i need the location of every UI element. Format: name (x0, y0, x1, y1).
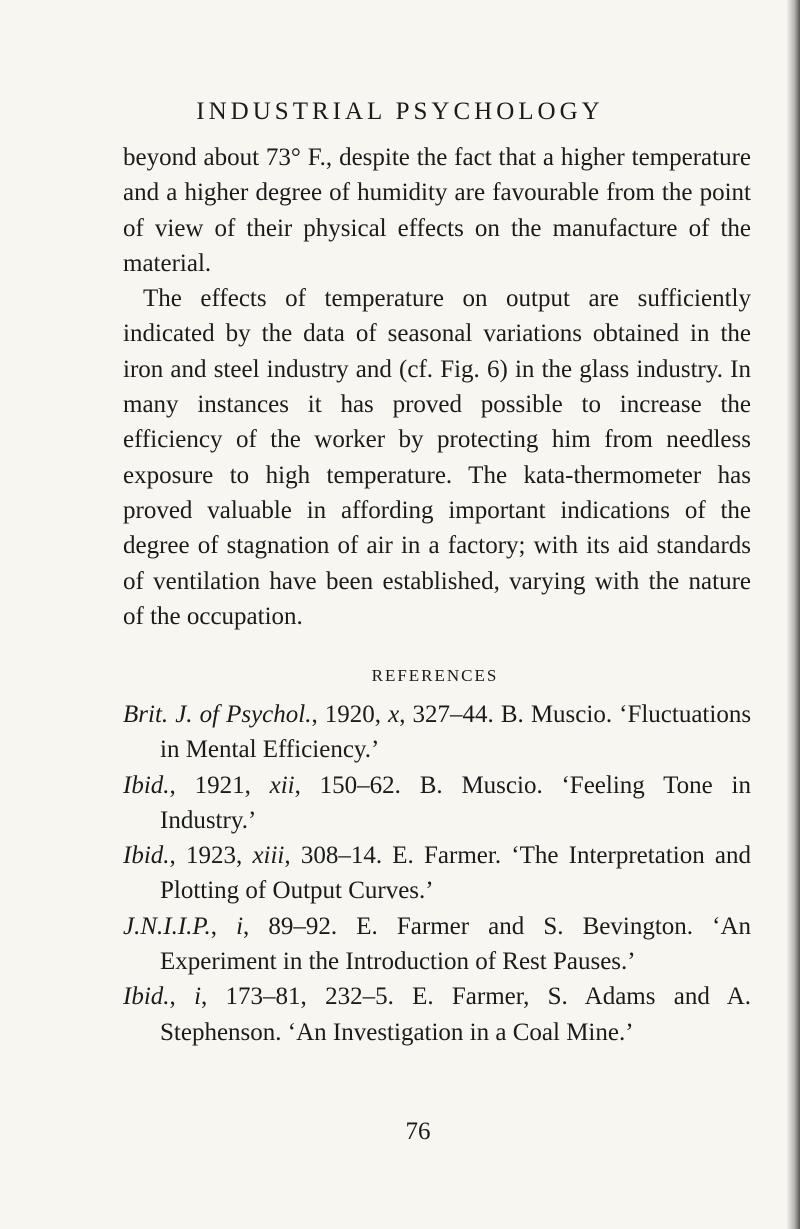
reference-year: 1923, (185, 842, 243, 870)
reference-source: Ibid. (123, 771, 170, 799)
reference-volume: i (236, 912, 244, 940)
reference-item-4: J.N.I.I.P., i, 89–92. E. Farmer and S. Bevington. ‘An Experiment in the Introduction of Rest Pauses.’ (123, 912, 752, 976)
paragraph-2: The effects of temperature on output are sufficiently indicated by the data of seasonal variations obtained in the iron and steel industry and (cf. Fig. 6) in the glass industry. In many instances it has proved possible to increase the efficiency of the worker by protecting him from needless exposure to high temperature. The kata-thermometer has proved valuable in affording important indications of the degree of stagnation of air in a factory; with its aid standards of ventilation have been established, varying with the nature of the occupation. (123, 285, 751, 630)
paragraph-1: beyond about 73° F., despite the fact that a higher temperature and a higher degree of humidity are favourable from the point of view of their physical effects on the manufacture of the material. (123, 144, 751, 277)
reference-pages: 173–81, 232–5. (225, 983, 394, 1011)
reference-source: Brit. J. of Psychol. (123, 701, 312, 728)
reference-pages: 89–92. (268, 912, 338, 940)
body-text (123, 140, 751, 634)
reference-pages: 150–62. (319, 771, 401, 799)
running-head: INDUSTRIAL PSYCHOLOGY (196, 98, 604, 125)
reference-volume: xii (269, 771, 295, 799)
page-edge-shadow (786, 0, 800, 1229)
references-list (123, 697, 751, 1050)
reference-source: Ibid. (123, 983, 170, 1011)
reference-item-5: Ibid., i, 173–81, 232–5. E. Farmer, S. Adams and A. Stephenson. ‘An Investigation in a Coal Mine.’ (123, 983, 752, 1046)
reference-text: E. Farmer and S. Bevington. ‘An Experiment in the Introduction of Rest Pauses.’ (160, 912, 752, 976)
reference-volume: x (388, 701, 400, 728)
reference-source: Ibid. (123, 842, 170, 870)
reference-volume: xiii (252, 842, 285, 870)
reference-item-1: Brit. J. of Psychol., 1920, x, 327–44. B. Muscio. ‘Fluctuations in Mental Efficiency.’ (123, 701, 752, 764)
reference-text: E. Farmer. ‘The Interpretation and Plotting of Output Curves.’ (160, 842, 752, 905)
reference-pages: 308–14. (300, 842, 383, 870)
reference-item-2: Ibid., 1921, xii, 150–62. B. Muscio. ‘Feeling Tone in Industry.’ (123, 771, 752, 834)
reference-text: B. Muscio. ‘Feeling Tone in Industry.’ (160, 771, 752, 834)
page-number: 76 (405, 1118, 431, 1145)
reference-text: E. Farmer, S. Adams and A. Stephenson. ‘An Investigation in a Coal Mine.’ (160, 983, 752, 1046)
reference-text: B. Muscio. ‘Fluctuations in Mental Efficiency.’ (160, 701, 752, 764)
reference-pages: 327–44. (412, 701, 494, 728)
reference-source: J.N.I.I.P. (123, 912, 211, 940)
reference-volume: i (194, 983, 202, 1011)
reference-year: 1921, (194, 771, 251, 799)
references-heading: REFERENCES (371, 666, 499, 685)
reference-year: 1920, (324, 701, 382, 728)
reference-item-3: Ibid., 1923, xiii, 308–14. E. Farmer. ‘The Interpretation and Plotting of Output Curves.’ (123, 842, 752, 905)
